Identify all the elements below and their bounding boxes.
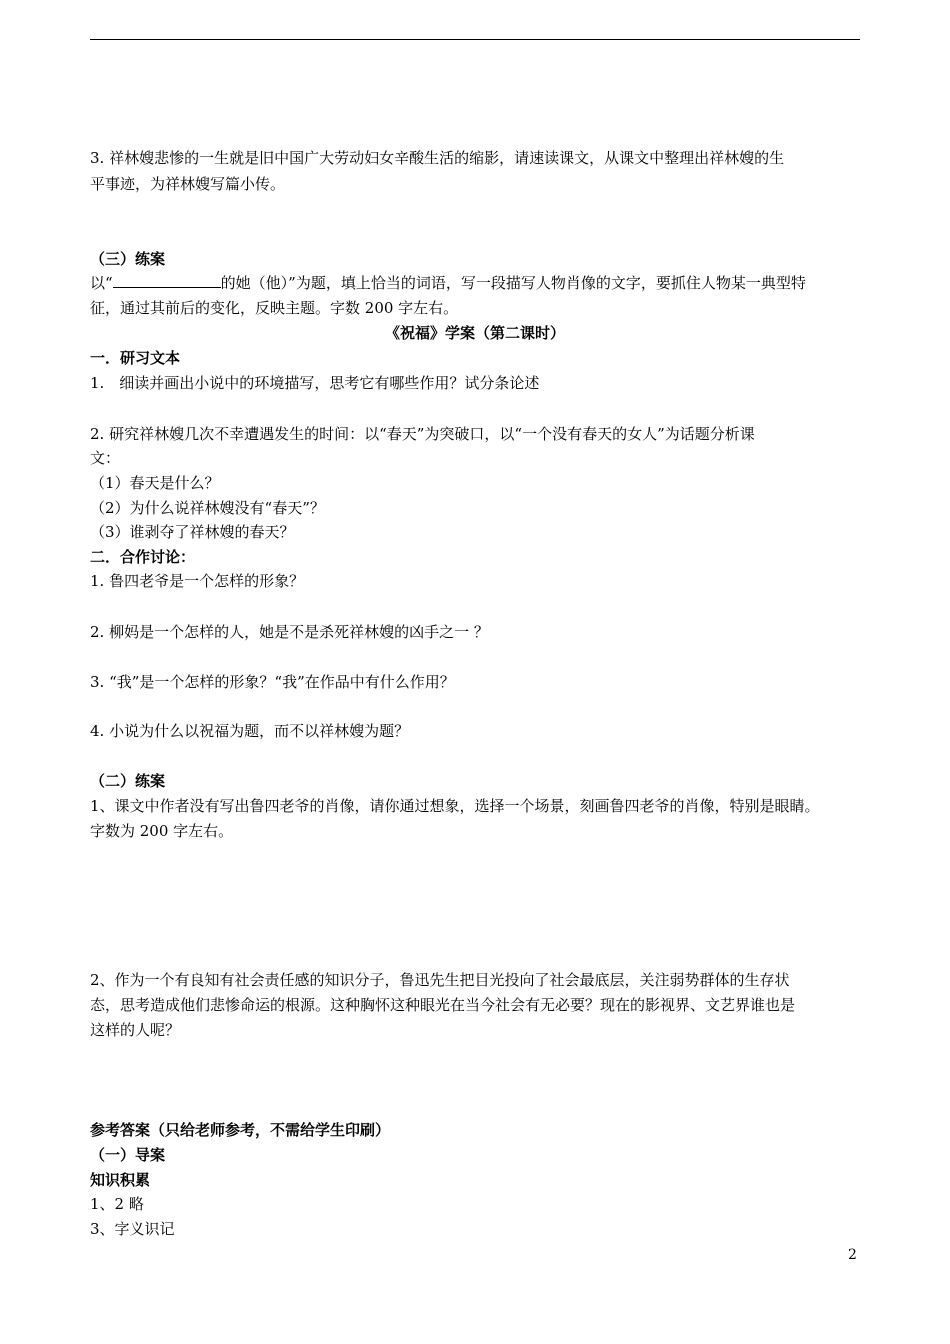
lian-an-3-line2: 征，通过其前后的变化，反映主题。字数 200 字左右。	[90, 299, 459, 317]
answers-a1: 1、2 略	[90, 1195, 144, 1213]
lian-an-3-line1-start: 以“	[90, 274, 113, 292]
fill-in-blank	[113, 273, 221, 288]
q3-line2: 平事迹，为祥林嫂写篇小传。	[90, 175, 286, 193]
section2-q4: 4. 小说为什么以祝福为题，而不以祥林嫂为题？	[90, 722, 410, 740]
lesson2-title: 《祝福》学案（第二课时）	[384, 324, 565, 342]
lian-an-3-line1	[90, 273, 806, 293]
section1-sub1: （1）春天是什么？	[90, 474, 220, 492]
lian-an-2-t1-line2: 字数为 200 字左右。	[90, 822, 234, 840]
section1-sub2: （2）为什么说祥林嫂没有“春天”？	[90, 499, 325, 517]
section2-q2: 2. 柳妈是一个怎样的人，她是不是杀死祥林嫂的凶手之一 ？	[90, 623, 489, 641]
section1-q2-line1: 2. 研究祥林嫂几次不幸遭遇发生的时间：以“春天”为突破口，以“一个没有春天的女人”为话题分析课	[90, 425, 755, 443]
lian-an-2-heading: （二）练案	[90, 772, 166, 790]
lian-an-3-line1-end: 的她（他）”为题，填上恰当的词语，写一段描写人物肖像的文字，要抓住人物某一典型特	[220, 274, 806, 292]
header-rule	[90, 39, 860, 40]
section1-sub3: （3）谁剥夺了祥林嫂的春天？	[90, 523, 295, 541]
section2-q1: 1. 鲁四老爷是一个怎样的形象？	[90, 572, 305, 590]
page-number: 2	[848, 1247, 857, 1263]
lian-an-3-heading: （三）练案	[90, 250, 166, 268]
section2-q3: 3. “我”是一个怎样的形象？“我”在作品中有什么作用？	[90, 673, 455, 691]
section1-heading: 一．研习文本	[90, 349, 181, 367]
answers-a3: 3、字义识记	[90, 1220, 175, 1238]
answers-dao-an: （一）导案	[90, 1146, 166, 1164]
lian-an-2-t2-line3: 这样的人呢？	[90, 1021, 181, 1039]
answers-knowledge: 知识积累	[90, 1171, 151, 1189]
lian-an-2-t2-line1: 2、作为一个有良知有社会责任感的知识分子，鲁迅先生把目光投向了社会最底层，关注弱势群体的生存状	[90, 971, 790, 989]
answers-heading: 参考答案（只给老师参考，不需给学生印刷）	[90, 1121, 391, 1139]
section1-q1: 1. 细读并画出小说中的环境描写，思考它有哪些作用？试分条论述	[90, 374, 540, 392]
q3-line1: 3. 祥林嫂悲惨的一生就是旧中国广大劳动妇女辛酸生活的缩影，请速读课文，从课文中整理出祥林嫂的生	[90, 149, 785, 167]
section2-heading: 二．合作讨论：	[90, 548, 196, 566]
section1-q2-line2: 文：	[90, 449, 121, 467]
lian-an-2-t1-line1: 1、课文中作者没有写出鲁四老爷的肖像，请你通过想象，选择一个场景，刻画鲁四老爷的肖像，特别是眼睛。	[90, 797, 820, 815]
lian-an-2-t2-line2: 态，思考造成他们悲惨命运的根源。这种胸怀这种眼光在当今社会有无必要？现在的影视界、文艺界谁也是	[90, 996, 796, 1014]
